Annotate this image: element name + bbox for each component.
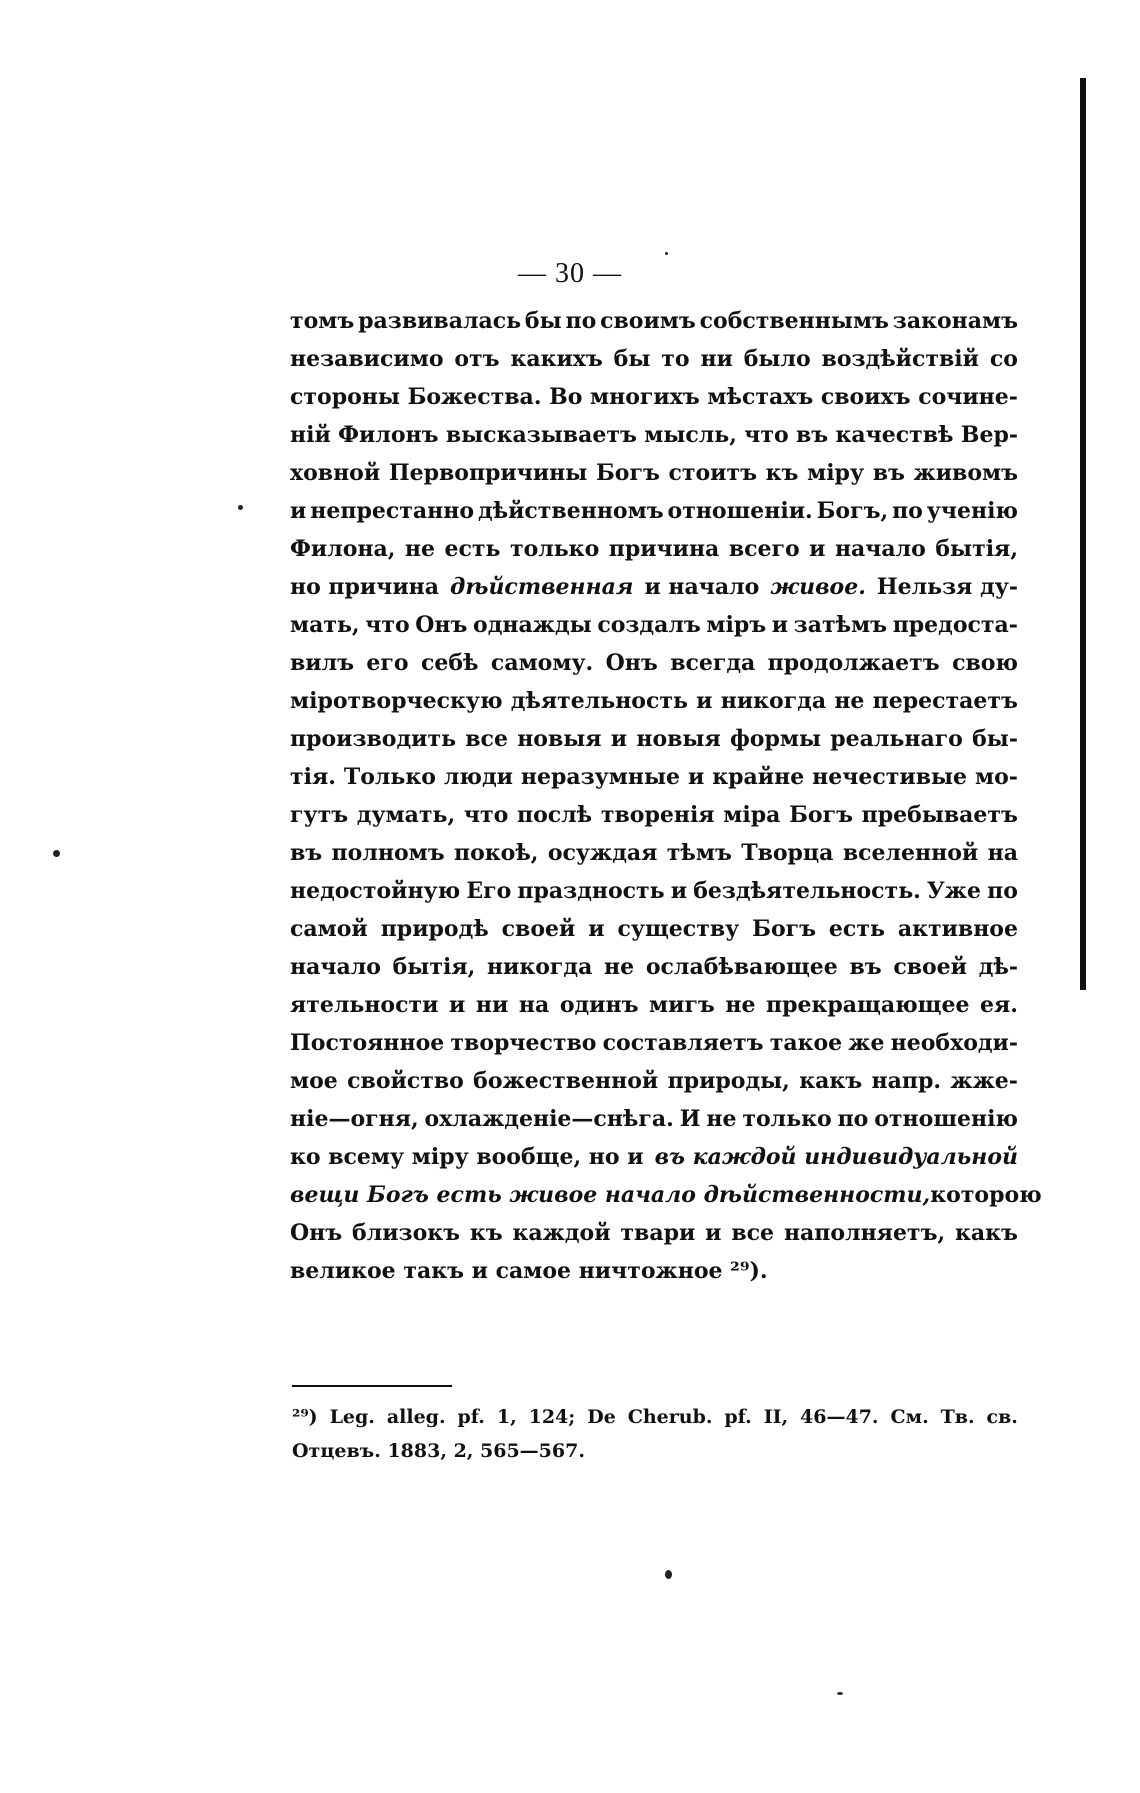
word: жже- — [950, 1068, 1018, 1094]
word: твари — [620, 1220, 696, 1246]
word: Филона, — [290, 536, 396, 562]
word: всего — [728, 536, 800, 562]
word: Божества. — [407, 384, 542, 410]
word: и — [610, 726, 628, 752]
word: стороны — [290, 384, 400, 410]
word: было — [743, 346, 811, 372]
word: начало — [834, 536, 926, 562]
text-line — [290, 682, 1018, 720]
word: производить — [290, 726, 457, 752]
word: существу — [617, 916, 740, 942]
word: прекращающее — [766, 992, 970, 1018]
word: какихъ — [510, 346, 603, 372]
word: природѣ — [380, 916, 489, 942]
text-segment: которою — [930, 1182, 1042, 1208]
text-segment: великое такъ и самое ничтожное ²⁹). — [290, 1258, 768, 1284]
word: и — [809, 536, 826, 562]
word: однажды — [473, 612, 592, 638]
word: нечестивые — [812, 764, 968, 790]
word: пребываетъ — [861, 802, 1018, 828]
scan-speck — [53, 850, 60, 857]
word: свою — [952, 650, 1018, 676]
word: II, — [763, 1406, 789, 1428]
word: дѣятельность — [510, 688, 688, 714]
scan-speck — [238, 505, 243, 510]
word: и — [588, 916, 605, 942]
word: бы- — [972, 726, 1018, 752]
word: ній — [290, 422, 331, 448]
word: составляетъ — [602, 1030, 764, 1056]
word: Leg. — [329, 1406, 375, 1428]
text-line — [290, 1062, 1018, 1100]
word: близокъ — [352, 1220, 461, 1246]
word: божественной — [473, 1068, 659, 1094]
word: Тв. — [940, 1406, 975, 1428]
word: своихъ — [820, 384, 911, 410]
word: со — [989, 346, 1018, 372]
word: только — [742, 1106, 832, 1132]
word: все — [731, 1220, 775, 1246]
word: бытія, — [392, 954, 476, 980]
word: тѣмъ — [666, 840, 732, 866]
word: то — [661, 346, 690, 372]
word: мысль, — [644, 422, 737, 448]
word: бытія, — [935, 536, 1018, 562]
word: необходи- — [890, 1030, 1018, 1056]
word: причина — [608, 536, 720, 562]
word: Богъ — [595, 460, 660, 486]
word: мо- — [975, 764, 1018, 790]
word: какъ — [954, 1220, 1018, 1246]
word: самой — [290, 916, 368, 942]
word: формы — [729, 726, 822, 752]
text-line — [290, 1100, 1018, 1138]
word: не — [834, 688, 865, 714]
word: ея. — [980, 992, 1018, 1018]
scan-speck — [665, 1570, 672, 1579]
word: воздѣйствій — [821, 346, 979, 372]
word: законамъ — [892, 308, 1018, 334]
body-text — [290, 302, 1042, 1290]
scan-speck — [665, 252, 668, 255]
word: отношеніи. — [667, 498, 813, 524]
text-line — [290, 302, 1018, 340]
word: Его — [466, 878, 512, 904]
word: въ — [872, 460, 905, 486]
page-number: — 30 — — [518, 258, 622, 289]
word: Филонъ — [338, 422, 439, 448]
word: Богъ — [752, 916, 816, 942]
word: и — [771, 612, 789, 638]
word: перестаетъ — [872, 688, 1018, 714]
word: по — [837, 1106, 869, 1132]
word: многихъ — [590, 384, 700, 410]
word: бы — [613, 346, 651, 372]
word: только — [509, 536, 600, 562]
word: не — [404, 536, 435, 562]
word: Онъ — [415, 612, 468, 638]
text-line — [290, 1252, 1018, 1290]
word: продолжаетъ — [767, 650, 940, 676]
word: праздность — [517, 878, 665, 904]
word: никогда — [720, 688, 827, 714]
word: собственнымъ — [699, 308, 889, 334]
word: творенія — [600, 802, 715, 828]
italic-phrase: вещи Богъ есть живое начало дѣйственности, — [290, 1182, 931, 1208]
footnote-rule — [292, 1385, 452, 1387]
text-line — [290, 872, 1018, 910]
word: природы, — [667, 1068, 790, 1094]
word: alleg. — [386, 1406, 446, 1428]
word: ховной — [290, 460, 381, 486]
footnote-line — [292, 1434, 1018, 1468]
word: и — [705, 1220, 722, 1246]
word: Творца — [741, 840, 834, 866]
word: себѣ — [420, 650, 479, 676]
word: не — [706, 1106, 737, 1132]
word: вселенной — [842, 840, 979, 866]
word: создалъ — [597, 612, 701, 638]
word: въ — [795, 422, 829, 448]
word: охлажденіе—снѣга. — [424, 1106, 674, 1132]
text-line — [290, 492, 1018, 530]
word: міра — [723, 802, 781, 828]
text-segment: Отцевъ. 1883, 2, 565—567. — [292, 1440, 585, 1462]
word: одинъ — [559, 992, 639, 1018]
text-line — [290, 340, 1018, 378]
word: сочине- — [918, 384, 1018, 410]
scan-speck — [837, 1692, 843, 1695]
word: И — [679, 1106, 701, 1132]
word: къ — [469, 1220, 503, 1246]
italic-phrase: дѣйственная — [450, 574, 634, 600]
word: томъ — [290, 308, 355, 334]
text-line — [290, 454, 1018, 492]
word: отношенію — [874, 1106, 1018, 1132]
word: свойство — [347, 1068, 464, 1094]
text-line — [290, 758, 1018, 796]
word: что — [463, 802, 509, 828]
word: ни — [700, 346, 733, 372]
word: напр. — [871, 1068, 941, 1094]
word: ослабѣвающее — [645, 954, 838, 980]
word: 124; — [528, 1406, 576, 1428]
word: реальнаго — [830, 726, 963, 752]
text-line — [290, 1176, 1042, 1214]
word: на — [518, 992, 550, 1018]
text-line — [290, 834, 1018, 872]
word: активное — [897, 916, 1018, 942]
word: ученію — [926, 498, 1018, 524]
word: Во — [549, 384, 583, 410]
word: по — [987, 878, 1018, 904]
word: и — [670, 878, 688, 904]
word: никогда — [486, 954, 593, 980]
word: Уже — [926, 878, 981, 904]
word: Первопричины — [388, 460, 588, 486]
word: есть — [444, 536, 501, 562]
word: дѣйственномъ — [477, 498, 664, 524]
word: какъ — [799, 1068, 863, 1094]
footnotes — [292, 1400, 1018, 1468]
word: дѣ- — [978, 954, 1018, 980]
word: такое — [769, 1030, 843, 1056]
word: своимъ — [600, 308, 696, 334]
text-line — [290, 644, 1018, 682]
word: Постоянное — [290, 1030, 445, 1056]
word: качествѣ — [835, 422, 954, 448]
word: къ — [765, 460, 799, 486]
word: и — [290, 498, 307, 524]
word: есть — [828, 916, 885, 942]
word: своей — [893, 954, 967, 980]
text-segment: Нельзя ду- — [876, 574, 1018, 600]
footnote-line — [292, 1400, 1018, 1434]
word: св. — [986, 1406, 1018, 1428]
word: всегда — [670, 650, 756, 676]
word: De — [587, 1406, 616, 1428]
text-line — [290, 606, 1018, 644]
word: тія. — [290, 764, 336, 790]
word: по — [565, 308, 597, 334]
word: все — [465, 726, 508, 752]
text-segment: ко всему міру вообще, но и — [290, 1144, 644, 1170]
text-line — [290, 948, 1018, 986]
word: міротворческую — [290, 688, 503, 714]
word: ²⁹) — [292, 1406, 318, 1428]
word: начало — [290, 954, 381, 980]
word: своей — [501, 916, 576, 942]
text-line — [290, 986, 1018, 1024]
italic-phrase: въ каждой индивидуальной — [654, 1144, 1018, 1170]
word: творчество — [450, 1030, 597, 1056]
text-line — [290, 568, 1018, 606]
word: не — [604, 954, 635, 980]
word: См. — [890, 1406, 929, 1428]
word: гутъ — [290, 802, 349, 828]
text-line — [290, 1024, 1018, 1062]
word: 1, — [496, 1406, 517, 1428]
word: крайне — [712, 764, 805, 790]
word: и — [696, 688, 713, 714]
word: по — [892, 498, 923, 524]
text-line — [290, 910, 1018, 948]
word: новыя — [517, 726, 602, 752]
word: Только — [343, 764, 436, 790]
word: развивалась — [358, 308, 522, 334]
italic-phrase: живое. — [770, 574, 866, 600]
word: міру — [807, 460, 865, 486]
word: Богъ, — [816, 498, 889, 524]
word: міръ — [706, 612, 767, 638]
word: Онъ — [290, 1220, 343, 1246]
text-line — [290, 1214, 1018, 1252]
word: предоста- — [892, 612, 1018, 638]
text-line — [290, 1138, 1018, 1176]
word: стоитъ — [668, 460, 758, 486]
word: полномъ — [331, 840, 445, 866]
word: вилъ — [290, 650, 354, 676]
text-line — [290, 378, 1018, 416]
text-line — [290, 720, 1018, 758]
word: и — [687, 764, 705, 790]
page-edge-shadow — [1080, 78, 1086, 990]
word: 46—47. — [800, 1406, 879, 1428]
word: покоѣ, — [453, 840, 539, 866]
word: мѣстахъ — [707, 384, 814, 410]
word: Богъ — [789, 802, 853, 828]
word: на — [987, 840, 1018, 866]
word: недостойную — [290, 878, 461, 904]
word: отъ — [454, 346, 500, 372]
word: же — [848, 1030, 885, 1056]
word: осуждая — [547, 840, 658, 866]
word: ятельности — [290, 992, 439, 1018]
word: послѣ — [517, 802, 593, 828]
word: pf. — [724, 1406, 752, 1428]
word: Онъ — [605, 650, 658, 676]
word: живомъ — [913, 460, 1018, 486]
word: независимо — [290, 346, 444, 372]
word: ніе—огня, — [290, 1106, 419, 1132]
word: не — [725, 992, 756, 1018]
word: въ — [290, 840, 323, 866]
word: мать, — [290, 612, 360, 638]
word: ни — [475, 992, 509, 1018]
text-line — [290, 530, 1018, 568]
word: мигъ — [649, 992, 715, 1018]
word: самому. — [490, 650, 594, 676]
word: новыя — [636, 726, 721, 752]
word: и — [449, 992, 466, 1018]
word: каждой — [512, 1220, 611, 1246]
word: Вер- — [960, 422, 1018, 448]
word: что — [744, 422, 789, 448]
word: что — [365, 612, 410, 638]
word: наполняетъ, — [783, 1220, 946, 1246]
text-segment: и начало — [644, 574, 760, 600]
text-line — [290, 796, 1018, 834]
word: pf. — [457, 1406, 485, 1428]
word: высказываетъ — [445, 422, 637, 448]
word: мое — [290, 1068, 338, 1094]
word: думать, — [356, 802, 456, 828]
word: его — [366, 650, 409, 676]
word: въ — [849, 954, 882, 980]
word: непрестанно — [310, 498, 475, 524]
word: люди — [443, 764, 513, 790]
word: затѣмъ — [793, 612, 888, 638]
word: неразумные — [520, 764, 681, 790]
word: бы — [524, 308, 562, 334]
word: бездѣятельность. — [693, 878, 921, 904]
word: Cherub. — [627, 1406, 713, 1428]
text-segment: но причина — [290, 574, 440, 600]
text-line — [290, 416, 1018, 454]
